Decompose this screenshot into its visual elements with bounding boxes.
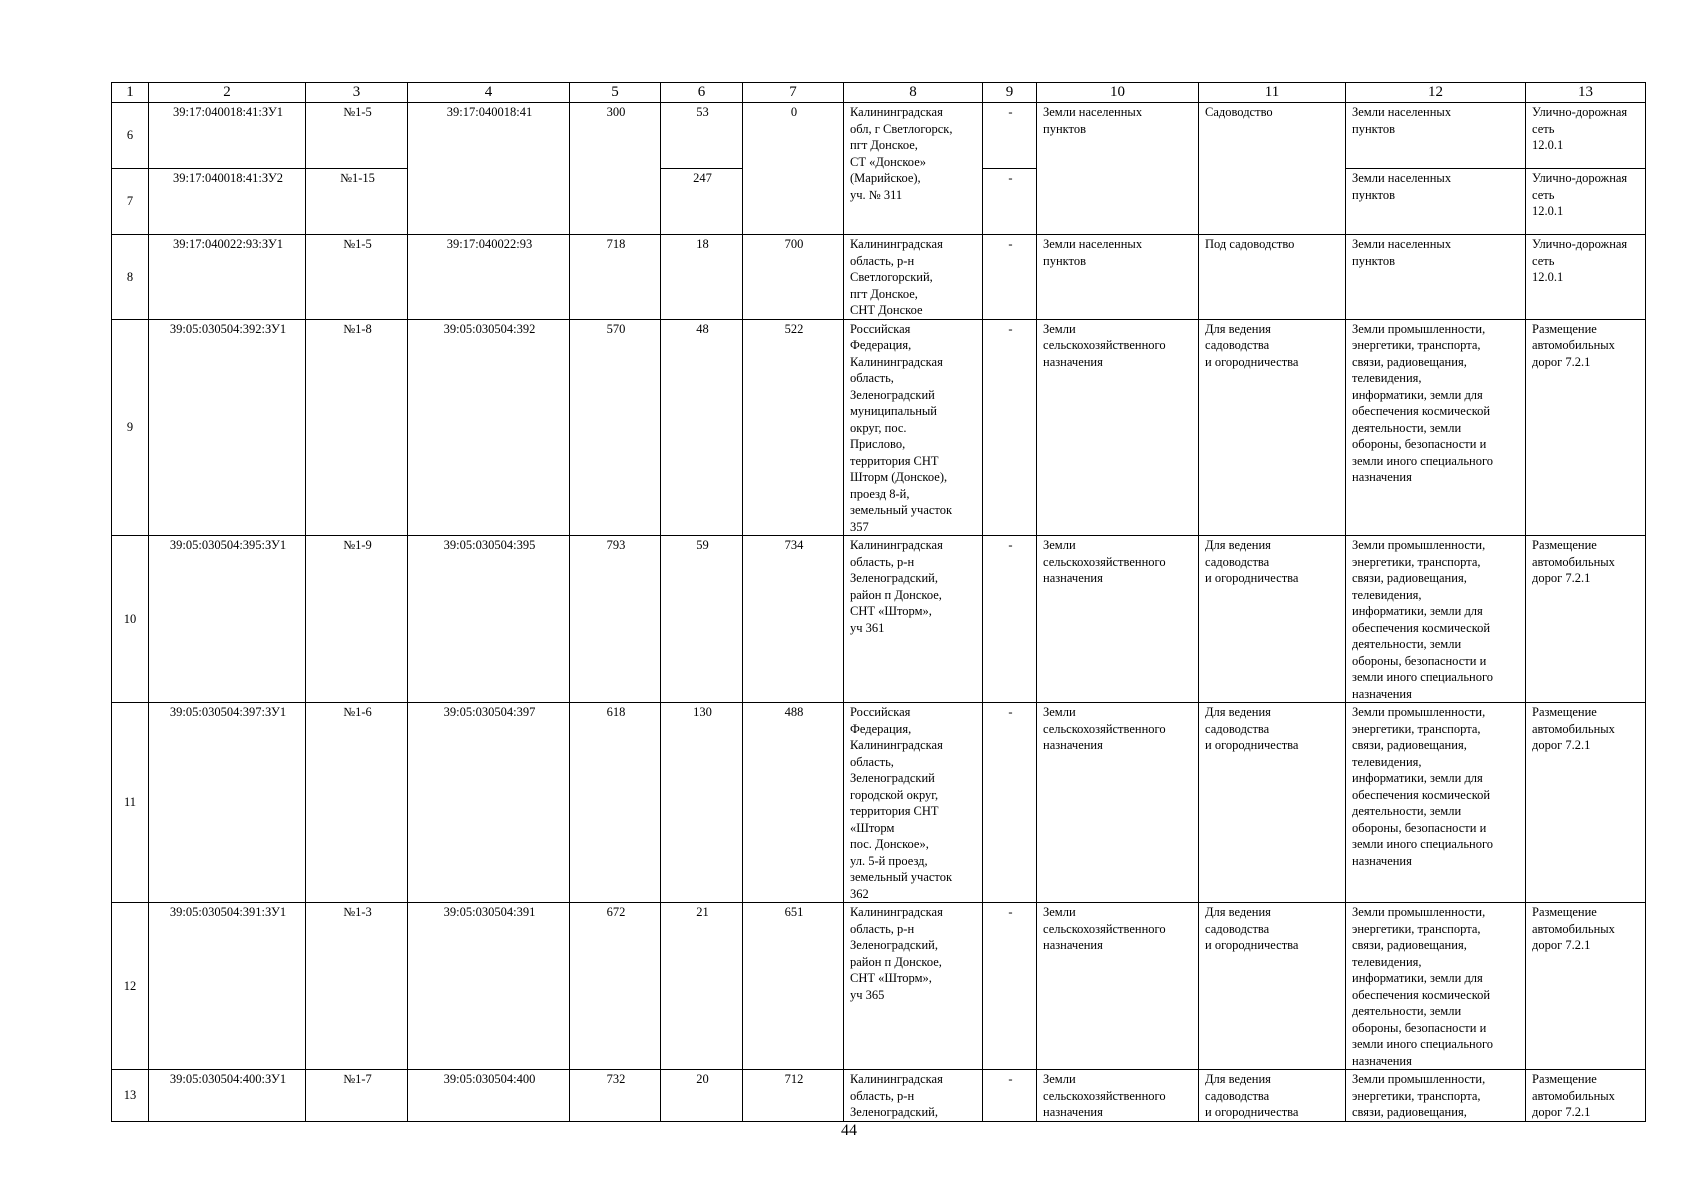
area-col5: 793 <box>570 536 661 703</box>
new-plot-cadastral: 39:17:040018:41:ЗУ2 <box>149 169 306 235</box>
source-cadastral: 39:17:040018:41 <box>408 103 570 235</box>
new-plot-cadastral: 39:05:030504:392:ЗУ1 <box>149 319 306 536</box>
col9-value: - <box>983 103 1037 169</box>
column-header: 6 <box>661 83 743 103</box>
row-number: 11 <box>112 703 149 903</box>
table-row <box>112 903 1646 1070</box>
new-land-category: Земли промышленности, энергетики, транспорта, связи, радиовещания, телевидения, информатики, земли для обеспечения космической деятельности, земли обороны, безопасности и земли иного специального назначения <box>1346 319 1526 536</box>
area-col6: 247 <box>661 169 743 235</box>
column-header: 4 <box>408 83 570 103</box>
project-plot-number: №1-9 <box>306 536 408 703</box>
new-land-category: Земли населенных пунктов <box>1346 235 1526 320</box>
new-plot-cadastral: 39:05:030504:395:ЗУ1 <box>149 536 306 703</box>
land-category: Земли населенных пунктов <box>1037 235 1199 320</box>
row-number: 12 <box>112 903 149 1070</box>
area-col7: 651 <box>743 903 844 1070</box>
area-col7: 522 <box>743 319 844 536</box>
source-cadastral: 39:05:030504:397 <box>408 703 570 903</box>
address: Калининградская область, р-н Зеленоградский, <box>844 1070 983 1122</box>
land-category: Земли сельскохозяйственного назначения <box>1037 536 1199 703</box>
new-plot-cadastral: 39:05:030504:400:ЗУ1 <box>149 1070 306 1122</box>
new-permitted-use: Улично-дорожная сеть 12.0.1 <box>1526 103 1646 169</box>
row-number: 6 <box>112 103 149 169</box>
column-header: 1 <box>112 83 149 103</box>
column-header: 5 <box>570 83 661 103</box>
area-col6: 59 <box>661 536 743 703</box>
source-cadastral: 39:05:030504:400 <box>408 1070 570 1122</box>
area-col5: 618 <box>570 703 661 903</box>
new-land-category: Земли промышленности, энергетики, транспорта, связи, радиовещания, телевидения, информатики, земли для обеспечения космической деятельности, земли обороны, безопасности и земли иного специального назначения <box>1346 536 1526 703</box>
area-col6: 130 <box>661 703 743 903</box>
land-plots-table <box>111 82 1646 1122</box>
new-permitted-use: Улично-дорожная сеть 12.0.1 <box>1526 235 1646 320</box>
new-land-category: Земли промышленности, энергетики, транспорта, связи, радиовещания, <box>1346 1070 1526 1122</box>
page-number: 44 <box>841 1122 857 1139</box>
address: Российская Федерация, Калининградская область, Зеленоградский муниципальный округ, пос. Прислово, территория СНТ Шторм (Донское), проезд 8-й, земельный участок 357 <box>844 319 983 536</box>
project-plot-number: №1-3 <box>306 903 408 1070</box>
project-plot-number: №1-15 <box>306 169 408 235</box>
source-cadastral: 39:17:040022:93 <box>408 235 570 320</box>
new-permitted-use: Размещение автомобильных дорог 7.2.1 <box>1526 319 1646 536</box>
area-col5: 672 <box>570 903 661 1070</box>
area-col7: 712 <box>743 1070 844 1122</box>
project-plot-number: №1-7 <box>306 1070 408 1122</box>
table-row <box>112 103 1646 169</box>
col9-value: - <box>983 235 1037 320</box>
new-permitted-use: Размещение автомобильных дорог 7.2.1 <box>1526 703 1646 903</box>
col9-value: - <box>983 1070 1037 1122</box>
col9-value: - <box>983 903 1037 1070</box>
column-header: 9 <box>983 83 1037 103</box>
area-col5: 732 <box>570 1070 661 1122</box>
permitted-use: Садоводство <box>1199 103 1346 235</box>
new-land-category: Земли населенных пунктов <box>1346 169 1526 235</box>
project-plot-number: №1-8 <box>306 319 408 536</box>
col9-value: - <box>983 319 1037 536</box>
area-col5: 718 <box>570 235 661 320</box>
column-number-row <box>112 83 1646 103</box>
new-plot-cadastral: 39:05:030504:397:ЗУ1 <box>149 703 306 903</box>
new-permitted-use: Размещение автомобильных дорог 7.2.1 <box>1526 536 1646 703</box>
project-plot-number: №1-5 <box>306 103 408 169</box>
table-row <box>112 536 1646 703</box>
permitted-use: Для ведения садоводства и огородничества <box>1199 703 1346 903</box>
project-plot-number: №1-5 <box>306 235 408 320</box>
column-header: 13 <box>1526 83 1646 103</box>
table-row <box>112 1070 1646 1122</box>
area-col7: 488 <box>743 703 844 903</box>
land-category: Земли сельскохозяйственного назначения <box>1037 703 1199 903</box>
permitted-use: Под садоводство <box>1199 235 1346 320</box>
area-col6: 21 <box>661 903 743 1070</box>
table-row <box>112 235 1646 320</box>
column-header: 3 <box>306 83 408 103</box>
permitted-use: Для ведения садоводства и огородничества <box>1199 319 1346 536</box>
column-header: 7 <box>743 83 844 103</box>
permitted-use: Для ведения садоводства и огородничества <box>1199 536 1346 703</box>
column-header: 2 <box>149 83 306 103</box>
address: Калининградская область, р-н Зеленоградский, район п Донское, СНТ «Шторм», уч 365 <box>844 903 983 1070</box>
area-col6: 48 <box>661 319 743 536</box>
land-category: Земли сельскохозяйственного назначения <box>1037 1070 1199 1122</box>
new-plot-cadastral: 39:17:040022:93:ЗУ1 <box>149 235 306 320</box>
new-permitted-use: Размещение автомобильных дорог 7.2.1 <box>1526 903 1646 1070</box>
col9-value: - <box>983 169 1037 235</box>
column-header: 8 <box>844 83 983 103</box>
address: Калининградская область, р-н Светлогорский, пгт Донское, СНТ Донское <box>844 235 983 320</box>
column-header: 11 <box>1199 83 1346 103</box>
address: Калининградская обл, г Светлогорск, пгт Донское, СТ «Донское» (Марийское), уч. № 311 <box>844 103 983 235</box>
row-number: 10 <box>112 536 149 703</box>
permitted-use: Для ведения садоводства и огородничества <box>1199 903 1346 1070</box>
area-col5: 300 <box>570 103 661 235</box>
land-category: Земли населенных пунктов <box>1037 103 1199 235</box>
new-plot-cadastral: 39:05:030504:391:ЗУ1 <box>149 903 306 1070</box>
area-col5: 570 <box>570 319 661 536</box>
land-category: Земли сельскохозяйственного назначения <box>1037 319 1199 536</box>
new-plot-cadastral: 39:17:040018:41:ЗУ1 <box>149 103 306 169</box>
row-number: 13 <box>112 1070 149 1122</box>
area-col6: 18 <box>661 235 743 320</box>
source-cadastral: 39:05:030504:392 <box>408 319 570 536</box>
area-col7: 700 <box>743 235 844 320</box>
row-number: 8 <box>112 235 149 320</box>
source-cadastral: 39:05:030504:395 <box>408 536 570 703</box>
row-number: 7 <box>112 169 149 235</box>
project-plot-number: №1-6 <box>306 703 408 903</box>
new-permitted-use: Размещение автомобильных дорог 7.2.1 <box>1526 1070 1646 1122</box>
col9-value: - <box>983 536 1037 703</box>
area-col7: 0 <box>743 103 844 235</box>
area-col6: 53 <box>661 103 743 169</box>
area-col7: 734 <box>743 536 844 703</box>
column-header: 12 <box>1346 83 1526 103</box>
source-cadastral: 39:05:030504:391 <box>408 903 570 1070</box>
area-col6: 20 <box>661 1070 743 1122</box>
column-header: 10 <box>1037 83 1199 103</box>
new-permitted-use: Улично-дорожная сеть 12.0.1 <box>1526 169 1646 235</box>
permitted-use: Для ведения садоводства и огородничества <box>1199 1070 1346 1122</box>
table-row <box>112 703 1646 903</box>
new-land-category: Земли промышленности, энергетики, транспорта, связи, радиовещания, телевидения, информатики, земли для обеспечения космической деятельности, земли обороны, безопасности и земли иного специального назначения <box>1346 903 1526 1070</box>
address: Калининградская область, р-н Зеленоградский, район п Донское, СНТ «Шторм», уч 361 <box>844 536 983 703</box>
land-category: Земли сельскохозяйственного назначения <box>1037 903 1199 1070</box>
new-land-category: Земли населенных пунктов <box>1346 103 1526 169</box>
col9-value: - <box>983 703 1037 903</box>
table-row <box>112 319 1646 536</box>
new-land-category: Земли промышленности, энергетики, транспорта, связи, радиовещания, телевидения, информатики, земли для обеспечения космической деятельности, земли обороны, безопасности и земли иного специального назначения <box>1346 703 1526 903</box>
row-number: 9 <box>112 319 149 536</box>
address: Российская Федерация, Калининградская область, Зеленоградский городской округ, территория СНТ «Шторм пос. Донское», ул. 5-й проезд, земельный участок 362 <box>844 703 983 903</box>
